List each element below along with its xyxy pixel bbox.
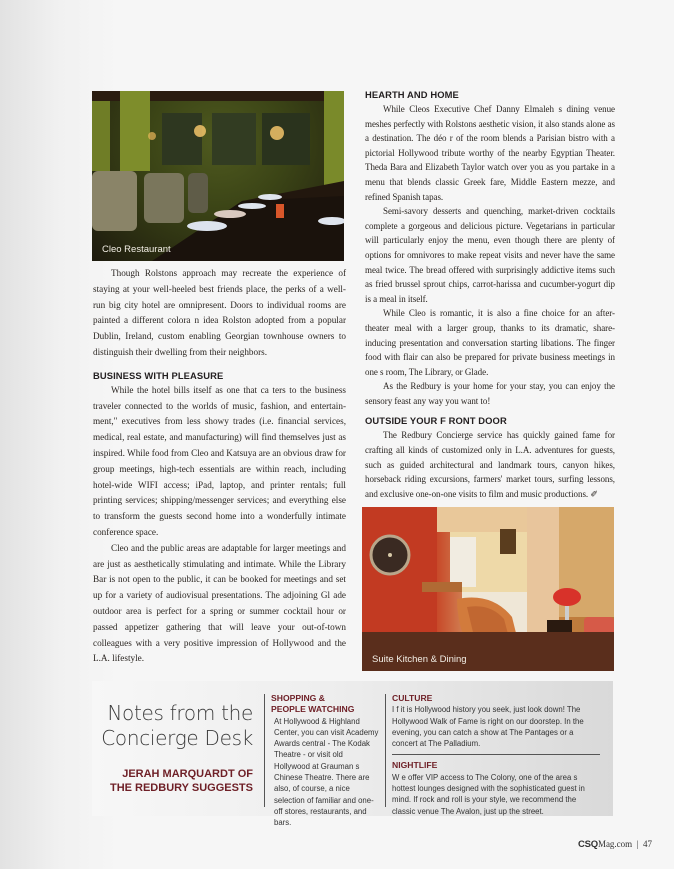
notes-subtitle-line: THE REDBURY SUGGESTS — [109, 782, 253, 794]
intro-paragraph: Though Rolstons approach may recreate the experience of staying at your well-heeled best friends place, the perks of a well-run big city hotel are omnipresent. Doors to individual rooms are painted a different colora n idea Rolston adopted from a popular Dublin, Ireland, custom enabling Georgian townhouse owners to distinguish their dwelling from their neighbors. — [93, 268, 346, 357]
notes-subtitle — [83, 767, 253, 795]
notes-title-line: Concierge Desk — [101, 726, 253, 750]
culture-text: I f it is Hollywood history you seek, just look down! The Hollywood Walk of Fame is right on our doorstep. In the evening, you can catch a show at The Pantages or a concert at The Palladium. — [392, 705, 584, 749]
section-heading-business: BUSINESS WITH PLEASURE — [93, 369, 224, 381]
section-heading-outside: OUTSIDE YOUR F RONT DOOR — [365, 415, 507, 427]
notes-subtitle-line: JERAH MARQUARDT OF — [122, 768, 253, 780]
notes-title-line: Notes from the — [107, 701, 253, 725]
suite-kitchen-illustration — [362, 507, 614, 671]
shopping-heading: PEOPLE WATCHING — [271, 704, 355, 715]
business-paragraph: Cleo and the public areas are adaptable for larger meetings and are just as aesthetically stimulating and intimate. While the Library Bar is not open to the public, it can be booked for meetings and set up for a variety of audiovisual presentations. The adjoining Gl ade outdoor area is perfect for a spring or summer cocktail hour or passed appetizer gathering that will leave your out-of-town colleagues with a very positive impression of Hollywood and the L.A. lifestyle. — [93, 542, 346, 664]
concierge-notes-box — [92, 681, 613, 828]
hearth-paragraph: While Cleos Executive Chef Danny Elmaleh s dining venue meshes perfectly with Rolstons aesthetic vision, it also stands alone as a destination. The déo r of the room blends a Parisian bistro with a pictorial Hollywood tribute worthy of the nearby Egyptian Theater. Theda Bara and Elizabeth Taylor watch over you as you partake in a menu that blends classic Greek fare, Middle Eastern mezze, and refined Spanish tapas. — [365, 104, 615, 202]
footer-separator: | — [636, 839, 639, 849]
shopping-section — [271, 693, 381, 829]
shopping-heading: SHOPPING & — [271, 693, 325, 703]
shopping-text: At Hollywood & Highland Center, you can visit Academy Awards central - The Kodak Theatre - or visit old Hollywood at Grauman s Chinese Theatre. There are also, of course, a nice selection of familiar and one-off stores, restaurants, and bars. — [274, 716, 379, 828]
section-heading-hearth: HEARTH AND HOME — [365, 89, 459, 100]
outside-paragraph — [365, 428, 615, 502]
cleo-restaurant-illustration — [92, 91, 344, 261]
hearth-paragraph: While Cleo is romantic, it is also a fine choice for an after-theater meal with a larger group, thanks to its dramatic, share-inducing presentation and conversation starting libations. The finger food with flair can also be prepared for private business meetings in one s room, The Library, or Glade. — [365, 308, 615, 377]
divider — [264, 694, 265, 807]
suite-kitchen-photo — [362, 507, 614, 671]
business-paragraph: While the hotel bills itself as one that ca ters to the business traveler connected to the worlds of music, fashion, and entertain-ment," executives from less showy trades (i.e. financial services, medical, real estate, and manufacturing) will find themselves just as inspired. While food from Cleo and Katsuya are an obvious draw for group meetings, high-tech essentials are within reach, including hotel-wide WIFI access; iPad, laptop, and printer rentals; full printing services; shipping/messenger services; and everything else to transform the guests second home into a wonderfully intimate conference space. — [93, 384, 346, 537]
hearth-paragraph: Semi-savory desserts and quenching, market-driven cocktails complete a gorgeous and delicious picture. Vegetarians in particular will particularly enjoy the menu, even though there are plenty of options for omnivores to make repeat visits and never have the same meal twice. The bread offered with surprisingly addictive items such as fried brussel sprout chips, carrot-harissa and cucumber-yogurt dip is a meal in itself. — [365, 206, 615, 304]
outside-paragraph-text: The Redbury Concierge service has quickly gained fame for crafting all kinds of customized only in L.A. adventures for guests, such as guided architectural and landmark tours, canyon hikes, horseback riding excursions, farmers' market tours, surfing lessons, and exclusive one-on-one visits to film and music productions. — [365, 430, 615, 499]
divider — [392, 754, 600, 755]
nightlife-heading: NIGHTLIFE — [392, 760, 438, 771]
culture-heading: CULTURE — [392, 693, 433, 703]
end-mark-icon: ✐ — [590, 489, 598, 500]
culture-nightlife-section — [392, 693, 600, 817]
left-article-column — [93, 266, 346, 667]
page-footer — [578, 839, 652, 850]
page-number: 47 — [643, 839, 652, 849]
nightlife-text: W e offer VIP access to The Colony, one of the area s hottest lounges designed with the sophisticated guest in mind. If rock and roll is your style, we recommend the classic venue The Avalon, just up the street. — [392, 772, 585, 816]
hearth-paragraph: As the Redbury is your home for your stay, you can enjoy the sensory feast any way you want to! — [365, 381, 615, 406]
magazine-brand: CSQ — [577, 839, 598, 850]
notes-title — [83, 701, 253, 751]
right-article-column — [365, 88, 615, 502]
photo-caption: Cleo Restaurant — [102, 244, 171, 255]
magazine-site: Mag.com — [597, 839, 633, 849]
photo-caption: Suite Kitchen & Dining — [372, 654, 467, 665]
cleo-restaurant-photo — [92, 91, 344, 261]
divider — [385, 694, 386, 807]
